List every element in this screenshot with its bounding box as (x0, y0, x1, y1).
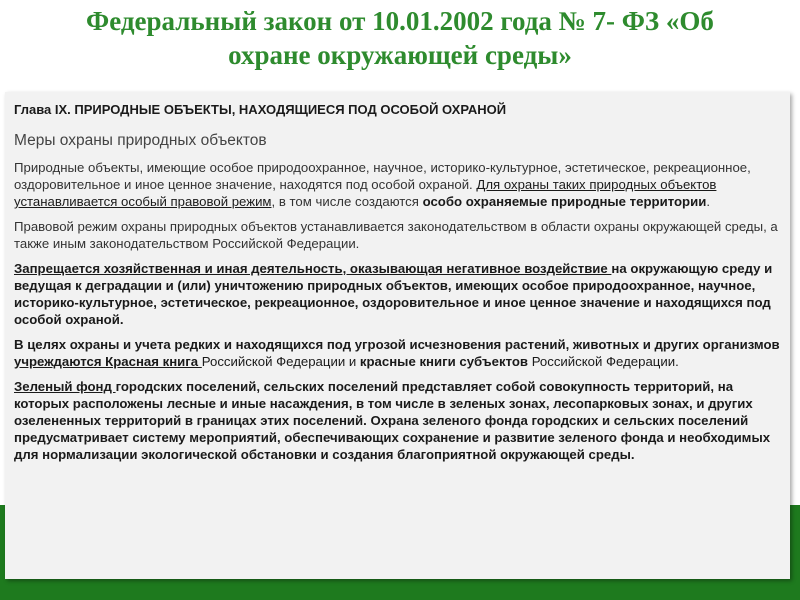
title-line-1: Федеральный закон от 10.01.2002 года № 7- ФЗ «Об (86, 6, 714, 36)
p4-red-book-link[interactable]: учреждаются Красная книга (14, 354, 202, 369)
title-line-2: охране окружающей среды» (228, 40, 572, 70)
p5-green-fund-link[interactable]: Зеленый фонд (14, 379, 116, 394)
paragraph-1 (14, 159, 784, 210)
p1-mid: , в том числе создаются (271, 194, 423, 209)
paragraph-3 (14, 260, 784, 328)
paragraph-2: Правовой режим охраны природных объектов устанавливается законодательством в области охраны окружающей среды, а также иным законодательством Российской Федерации. (14, 219, 778, 251)
p3-prohibition-link[interactable]: Запрещается хозяйственная и иная деятельность, оказывающая негативное воздействие (14, 261, 612, 276)
paragraph-5 (14, 378, 784, 463)
slide-title (0, 4, 800, 72)
p3-text: на окружающую среду и ведущая к деградации и (или) уничтожению природных объектов, имеющих особое природоохранное, научное, историко-культурное, эстетическое, рекреационное, оздоровительное и иное ценное значение и находящихся под особой охраной. (14, 261, 773, 327)
p4-mid: Российской Федерации и (201, 354, 360, 369)
p4-end: Российской Федерации. (531, 354, 679, 369)
p5-text: городских поселений, сельских поселений представляет собой совокупность территорий, на которых расположены лесные и иные насаждения, в том числе в зеленых зонах, лесопарковых зонах, и других озелененных территорий в границах этих поселений. Охрана зеленого фонда городских и сельских поселений предусматривает систему мероприятий, обеспечивающих сохранение и развитие зеленого фонда и необходимых для нормализации экологической обстановки и создания благоприятной окружающей среды. (14, 379, 771, 462)
p1-legal-regime-link[interactable]: Для охраны таких природных объектов устанавливается особый правовой режим (14, 177, 717, 209)
paragraph-4 (14, 336, 784, 370)
p1-end: . (706, 194, 710, 209)
p1-bold-territories: особо охраняемые природные территории (422, 194, 707, 209)
p1-text: Природные объекты, имеющие особое природоохранное, научное, историко-культурное, эстетическое, рекреационное, оздоровительное и иное ценное значение, находятся под особой охраной. (14, 160, 751, 192)
document-body (14, 101, 784, 471)
section-title: Меры охраны природных объектов (14, 132, 267, 149)
p4-start: В целях охраны и учета редких и находящихся под угрозой исчезновения растений, животных и других организмов (14, 337, 780, 352)
chapter-heading: Глава IX. ПРИРОДНЫЕ ОБЪЕКТЫ, НАХОДЯЩИЕСЯ ПОД ОСОБОЙ ОХРАНОЙ (14, 102, 507, 117)
p4-bold-regional-books: красные книги субъектов (359, 354, 532, 369)
